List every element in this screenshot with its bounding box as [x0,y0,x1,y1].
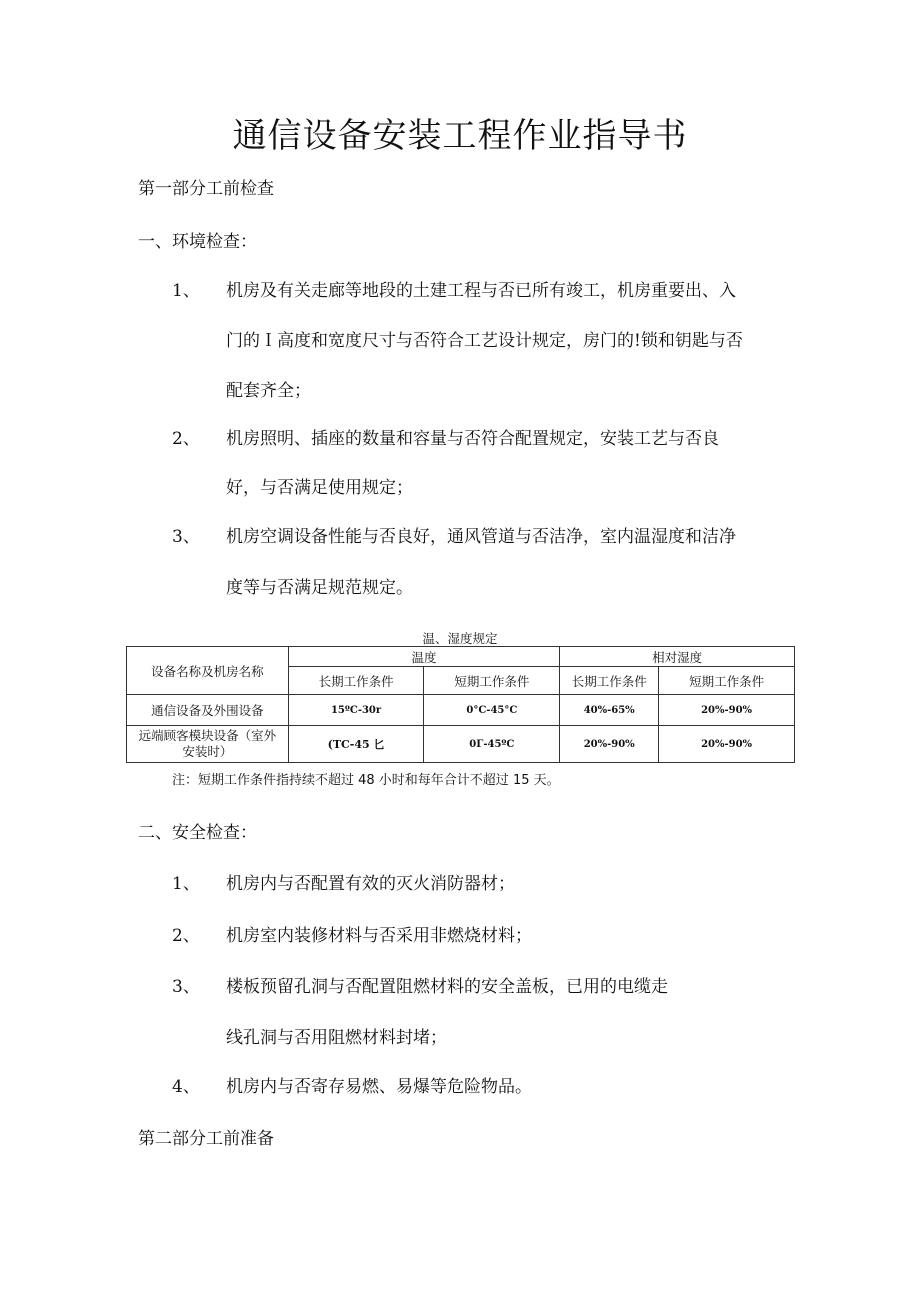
temperature-humidity-table [126,646,795,763]
subheader-short-term: 短期工作条件 [424,667,560,695]
part-one-heading: 第一部分工前检查 [138,179,274,199]
item-number: 2、 [172,429,200,449]
device-name-cell: 通信设备及外围设备 [127,695,289,726]
item-text-line: 机房空调设备性能与否良好，通风管道与否洁净，室内温湿度和洁净 [226,527,736,547]
temp-long-cell: 15ºC-30r [288,695,424,726]
header-humidity-cell: 相对湿度 [560,647,795,667]
part-two-heading: 第二部分工前准备 [138,1129,274,1149]
table-header-row [127,647,795,667]
humidity-short-cell: 20%-90% [659,695,795,726]
item-text-line: 度等与否满足规范规定。 [226,578,413,598]
temp-long-cell: (TC-45 匕 [288,726,424,763]
section-safety-heading: 二、安全检查： [138,823,257,843]
table-row [127,695,795,726]
item-number: 1、 [172,874,200,894]
humidity-long-cell: 20%-90% [560,726,659,763]
item-text-line: 机房照明、插座的数量和容量与否符合配置规定，安装工艺与否良 [226,429,719,449]
header-temperature-cell: 温度 [288,647,560,667]
item-text-line: 机房内与否配置有效的灭火消防器材； [226,874,515,894]
item-number: 1、 [172,281,200,301]
document-title: 通信设备安装工程作业指导书 [232,116,688,156]
device-name-line: 安装时） [182,744,233,759]
item-text-line: 机房及有关走廊等地段的土建工程与否已所有竣工，机房重要出、入 [226,281,736,301]
device-name-line: 远端顾客模块设备（室外 [138,728,277,743]
item-text-line: 楼板预留孔洞与否配置阻燃材料的安全盖板，已用的电缆走 [226,977,668,997]
device-name-cell [127,726,289,763]
item-text-line: 好，与否满足使用规定； [226,478,413,498]
table-row [127,726,795,763]
item-number: 2、 [172,926,200,946]
table-caption: 温、湿度规定 [422,631,498,646]
item-number: 3、 [172,527,200,547]
item-text-line: 线孔洞与否用阻燃材料封堵； [226,1028,447,1048]
item-number: 4、 [172,1077,200,1097]
item-number: 3、 [172,977,200,997]
table-note: 注：短期工作条件指持续不超过 48 小时和每年合计不超过 15 天。 [172,773,560,788]
item-text-line: 配套齐全； [226,381,311,401]
item-text-line: 机房内与否寄存易燃、易爆等危险物品。 [226,1077,532,1097]
subheader-long-term: 长期工作条件 [288,667,424,695]
temp-short-cell: 0Γ-45ºC [424,726,560,763]
subheader-short-term: 短期工作条件 [659,667,795,695]
item-text-line: 门的Ｉ高度和宽度尺寸与否符合工艺设计规定，房门的!锁和钥匙与否 [226,331,743,351]
header-device-cell: 设备名称及机房名称 [127,647,289,695]
item-text-line: 机房室内装修材料与否采用非燃烧材料； [226,926,532,946]
section-environment-heading: 一、环境检查： [138,232,257,252]
subheader-long-term: 长期工作条件 [560,667,659,695]
humidity-long-cell: 40%-65% [560,695,659,726]
temp-short-cell: 0°C-45°C [424,695,560,726]
humidity-short-cell: 20%-90% [659,726,795,763]
